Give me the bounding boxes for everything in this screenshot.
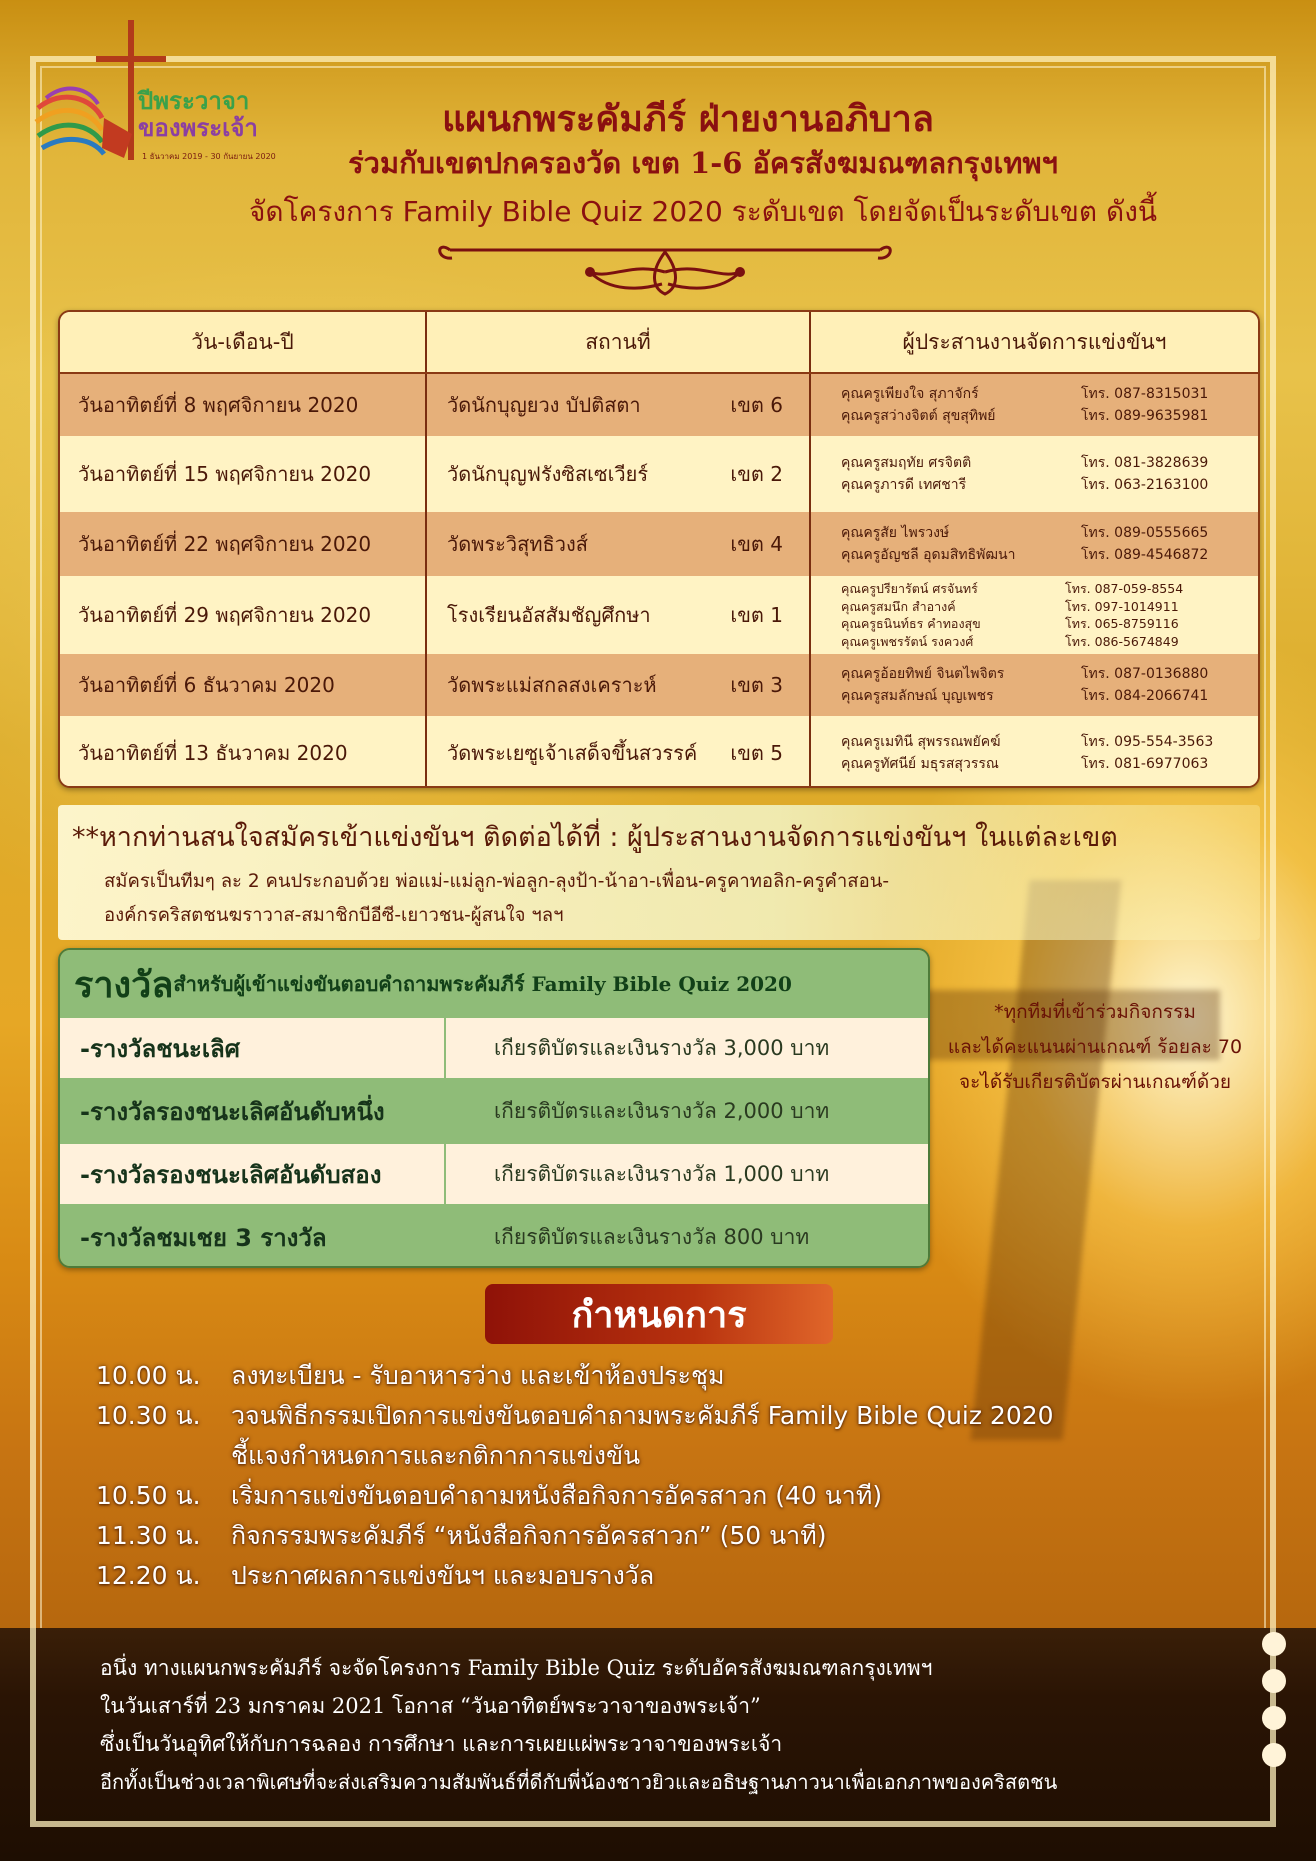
page-subtitle-2: จัดโครงการ Family Bible Quiz 2020 ระดับเขต โดยจัดเป็นระดับเขต ดังนี้	[248, 195, 1158, 228]
row-date: วันอาทิตย์ที่ 13 ธันวาคม 2020	[60, 716, 427, 788]
coordinator	[841, 405, 1208, 427]
schedule-desc: ลงทะเบียน - รับอาหารว่าง และเข้าห้องประชุม	[231, 1361, 725, 1390]
schedule-desc: ประกาศผลการแข่งขันฯ และมอบรางวัล	[231, 1561, 655, 1590]
prize-name: -รางวัลชมเชย 3 รางวัล	[60, 1204, 446, 1268]
schedule-desc: ชี้แจงกำหนดการและกติกาการแข่งขัน	[231, 1441, 641, 1470]
prize-title-big: รางวัล	[74, 963, 174, 1006]
logo-cross-bar	[96, 56, 166, 62]
schedule-item	[96, 1436, 1054, 1476]
dot-icon	[1262, 1706, 1286, 1730]
schedule-desc: วจนพิธีกรรมเปิดการแข่งขันตอบคำถามพระคัมภีร์ Family Bible Quiz 2020	[231, 1401, 1054, 1430]
place-name: วัดนักบุญฟรังซิสเซเวียร์	[447, 462, 649, 486]
prize-row	[60, 1018, 928, 1078]
coordinator-name: คุณครูสมฤทัย ศรจิตติ	[841, 455, 972, 471]
prize-name: -รางวัลชนะเลิศ	[60, 1018, 446, 1078]
prize-row	[60, 1204, 928, 1268]
zone: เขต 3	[730, 673, 783, 697]
frame-edge	[30, 1628, 36, 1821]
schedule-item	[96, 1516, 1054, 1556]
coordinator-phone: โทร. 089-4546872	[1081, 547, 1209, 563]
prize-detail: เกียรติบัตรและเงินรางวัล 1,000 บาท	[494, 1161, 830, 1186]
row-coordinators	[811, 436, 1258, 512]
logo-line-1: ปีพระวาจา	[138, 87, 250, 115]
coordinator	[841, 663, 1208, 685]
coordinator-name: คุณครูปรียารัตน์ ศรจันทร์	[841, 581, 978, 596]
coordinator-phone: โทร. 087-059-8554	[1065, 581, 1184, 596]
notice-line-1: **หากท่านสนใจสมัครเข้าแข่งขันฯ ติดต่อได้ที่ : ผู้ประสานงานจัดการแข่งขันฯ ในแต่ละเขต	[72, 822, 1118, 853]
coordinator-phone: โทร. 089-9635981	[1081, 408, 1209, 424]
column-header-place: สถานที่	[427, 312, 811, 372]
coordinator-phone: โทร. 087-0136880	[1081, 666, 1209, 682]
page-title: แผนกพระคัมภีร์ ฝ่ายงานอภิบาล	[442, 98, 934, 140]
coordinator-name: คุณครูสมลักษณ์ บุญเพชร	[841, 688, 994, 704]
schedule-time: 12.20 น.	[96, 1561, 201, 1590]
schedule-item	[96, 1476, 1054, 1516]
prize-row	[60, 1144, 928, 1204]
dot-icon	[1262, 1743, 1286, 1767]
notice-line-2: สมัครเป็นทีมๆ ละ 2 คนประกอบด้วย พ่อแม่-แม่ลูก-พ่อลูก-ลุงป้า-น้าอา-เพื่อน-ครูคาทอลิก-ครูคำสอน-	[104, 871, 890, 892]
coordinator-name: คุณครูอ้อยทิพย์ จินตไพจิตร	[841, 666, 1005, 682]
certificate-note-line: จะได้รับเกียรติบัตรผ่านเกณฑ์ด้วย	[958, 1071, 1232, 1093]
coordinator-phone: โทร. 097-1014911	[1065, 598, 1179, 614]
coordinator-name: คุณครูสว่างจิตต์ สุขสุทิพย์	[841, 408, 996, 424]
coordinator	[841, 580, 1183, 598]
coordinator	[841, 544, 1208, 566]
table-row	[60, 512, 1258, 576]
coordinator	[841, 753, 1208, 775]
event-table	[58, 310, 1260, 788]
footer-line: ซึ่งเป็นวันอุทิศให้กับการฉลอง การศึกษา และการเผยแผ่พระวาจาของพระเจ้า	[100, 1732, 783, 1756]
coordinator-name: คุณครูทัศนีย์ มธุรสสุวรรณ	[841, 756, 999, 772]
prize-name: -รางวัลรองชนะเลิศอันดับหนึ่ง	[60, 1078, 446, 1144]
place-name: วัดนักบุญยวง บัปติสตา	[447, 393, 641, 417]
row-place	[427, 716, 811, 788]
coordinator	[841, 598, 1179, 616]
zone: เขต 6	[730, 393, 783, 417]
coordinator-name: คุณครูภารดี เทศชารี	[841, 477, 967, 493]
row-place	[427, 436, 811, 512]
coordinator	[841, 633, 1179, 651]
table-row	[60, 436, 1258, 512]
prize-detail: เกียรติบัตรและเงินรางวัล 2,000 บาท	[494, 1098, 830, 1123]
prize-row	[60, 1078, 928, 1144]
coordinator-name: คุณครูธนินท์ธร คำทองสุข	[841, 616, 981, 631]
coordinator-phone: โทร. 065-8759116	[1065, 616, 1179, 631]
table-row	[60, 654, 1258, 716]
registration-notice	[58, 805, 1260, 940]
zone: เขต 2	[730, 462, 783, 486]
certificate-note	[930, 995, 1260, 1100]
coordinator	[841, 383, 1208, 405]
schedule-time: 10.50 น.	[96, 1481, 201, 1510]
schedule-desc: กิจกรรมพระคัมภีร์ “หนังสือกิจการอัครสาวก” (50 นาที)	[231, 1521, 827, 1550]
row-coordinators	[811, 374, 1258, 436]
row-place	[427, 576, 811, 654]
schedule-time: 11.30 น.	[96, 1521, 201, 1550]
prize-name: -รางวัลรองชนะเลิศอันดับสอง	[60, 1144, 446, 1204]
row-date: วันอาทิตย์ที่ 22 พฤศจิกายน 2020	[60, 512, 427, 576]
row-date: วันอาทิตย์ที่ 6 ธันวาคม 2020	[60, 654, 427, 716]
column-header-coordinator: ผู้ประสานงานจัดการแข่งขันฯ	[902, 329, 1167, 354]
dot-icon	[1262, 1632, 1286, 1656]
coordinator-phone: โทร. 089-0555665	[1081, 525, 1209, 541]
coordinator	[841, 615, 1179, 633]
coordinator	[841, 522, 1208, 544]
place-name: โรงเรียนอัสสัมชัญศึกษา	[447, 603, 651, 627]
schedule-time: 10.30 น.	[96, 1401, 201, 1430]
row-place	[427, 374, 811, 436]
notice-line-3: องค์กรคริสตชนฆราวาส-สมาชิกบีอีซี-เยาวชน-ผู้สนใจ ฯลฯ	[104, 905, 564, 926]
schedule-time: 10.00 น.	[96, 1361, 201, 1390]
certificate-note-line: และได้คะแนนผ่านเกณฑ์ ร้อยละ 70	[947, 1036, 1243, 1058]
schedule-desc: เริ่มการแข่งขันตอบคำถามหนังสือกิจการอัครสาวก (40 นาที)	[231, 1481, 883, 1510]
coordinator	[841, 452, 1208, 474]
coordinator-phone: โทร. 081-3828639	[1081, 455, 1209, 471]
place-name: วัดพระเยซูเจ้าเสด็จขึ้นสวรรค์	[447, 741, 698, 765]
coordinator-phone: โทร. 084-2066741	[1081, 688, 1209, 704]
schedule-item	[96, 1556, 1054, 1596]
row-place	[427, 512, 811, 576]
flourish-ornament-icon	[430, 232, 900, 300]
table-row	[60, 576, 1258, 654]
footer-line: อนึ่ง ทางแผนกพระคัมภีร์ จะจัดโครงการ Family Bible Quiz ระดับอัครสังฆมณฑลกรุงเทพฯ	[100, 1656, 933, 1680]
place-name: วัดพระแม่สกลสงเคราะห์	[447, 673, 657, 697]
table-row	[60, 374, 1258, 436]
zone: เขต 4	[730, 532, 783, 556]
zone: เขต 1	[730, 603, 783, 627]
row-date: วันอาทิตย์ที่ 15 พฤศจิกายน 2020	[60, 436, 427, 512]
coordinator-phone: โทร. 081-6977063	[1081, 756, 1209, 772]
row-date: วันอาทิตย์ที่ 29 พฤศจิกายน 2020	[60, 576, 427, 654]
row-place	[427, 654, 811, 716]
schedule-list	[96, 1356, 1054, 1596]
coordinator	[841, 731, 1213, 753]
schedule-time	[96, 1436, 231, 1476]
coordinator-name: คุณครูอัญชลี อุดมสิทธิพัฒนา	[841, 547, 1016, 563]
coordinator-phone: โทร. 095-554-3563	[1081, 734, 1214, 750]
coordinator-name: คุณครูสัย ไพรวงษ์	[841, 525, 950, 541]
row-coordinators	[811, 576, 1258, 654]
coordinator-phone: โทร. 086-5674849	[1065, 633, 1179, 649]
logo-line-2: ของพระเจ้า	[138, 114, 258, 142]
page-subtitle: ร่วมกับเขตปกครองวัด เขต 1-6 อัครสังฆมณฑลกรุงเทพฯ	[348, 146, 1058, 180]
table-header	[60, 312, 1258, 374]
place-name: วัดพระวิสุทธิวงส์	[447, 532, 588, 556]
prize-table-header	[60, 950, 928, 1018]
prize-title-rest: สำหรับผู้เข้าแข่งขันตอบคำถามพระคัมภีร์ Family Bible Quiz 2020	[173, 972, 792, 996]
coordinator	[841, 685, 1208, 707]
coordinator-name: คุณครูสมนึก สำอางค์	[841, 598, 956, 614]
coordinator	[841, 474, 1208, 496]
prize-detail: เกียรติบัตรและเงินรางวัล 3,000 บาท	[494, 1035, 830, 1060]
frame-edge	[30, 1821, 1276, 1827]
certificate-note-line: *ทุกทีมที่เข้าร่วมกิจกรรม	[994, 1001, 1196, 1023]
prize-table	[58, 948, 930, 1268]
coordinator-phone: โทร. 063-2163100	[1081, 477, 1209, 493]
coordinator-name: คุณครูเพชรรัตน์ รงควงศ์	[841, 633, 974, 649]
column-header-date: วัน-เดือน-ปี	[60, 312, 427, 372]
row-date: วันอาทิตย์ที่ 8 พฤศจิกายน 2020	[60, 374, 427, 436]
footer-line: อีกทั้งเป็นช่วงเวลาพิเศษที่จะส่งเสริมความสัมพันธ์ที่ดีกับพี่น้องชาวยิวและอธิษฐานภาวนาเพื่อเอกภาพของคริสตชน	[100, 1770, 1058, 1794]
coordinator-phone: โทร. 087-8315031	[1081, 386, 1209, 402]
schedule-title: กำหนดการ	[485, 1284, 833, 1344]
schedule-item	[96, 1356, 1054, 1396]
coordinator-name: คุณครูเพียงใจ สุภาจักร์	[841, 386, 979, 402]
row-coordinators	[811, 716, 1258, 788]
prize-detail: เกียรติบัตรและเงินรางวัล 800 บาท	[494, 1224, 810, 1249]
decorative-dots	[1262, 1632, 1288, 1780]
coordinator-name: คุณครูเมทินี สุพรรณพยัคฆ์	[841, 734, 1001, 750]
row-coordinators	[811, 654, 1258, 716]
row-coordinators	[811, 512, 1258, 576]
dot-icon	[1262, 1669, 1286, 1693]
logo-dates: 1 ธันวาคม 2019 - 30 กันยายน 2020	[142, 152, 276, 161]
footer-line: ในวันเสาร์ที่ 23 มกราคม 2021 โอกาส “วันอาทิตย์พระวาจาของพระเจ้า”	[100, 1694, 761, 1718]
zone: เขต 5	[730, 741, 783, 765]
table-row	[60, 716, 1258, 788]
schedule-item	[96, 1396, 1054, 1436]
